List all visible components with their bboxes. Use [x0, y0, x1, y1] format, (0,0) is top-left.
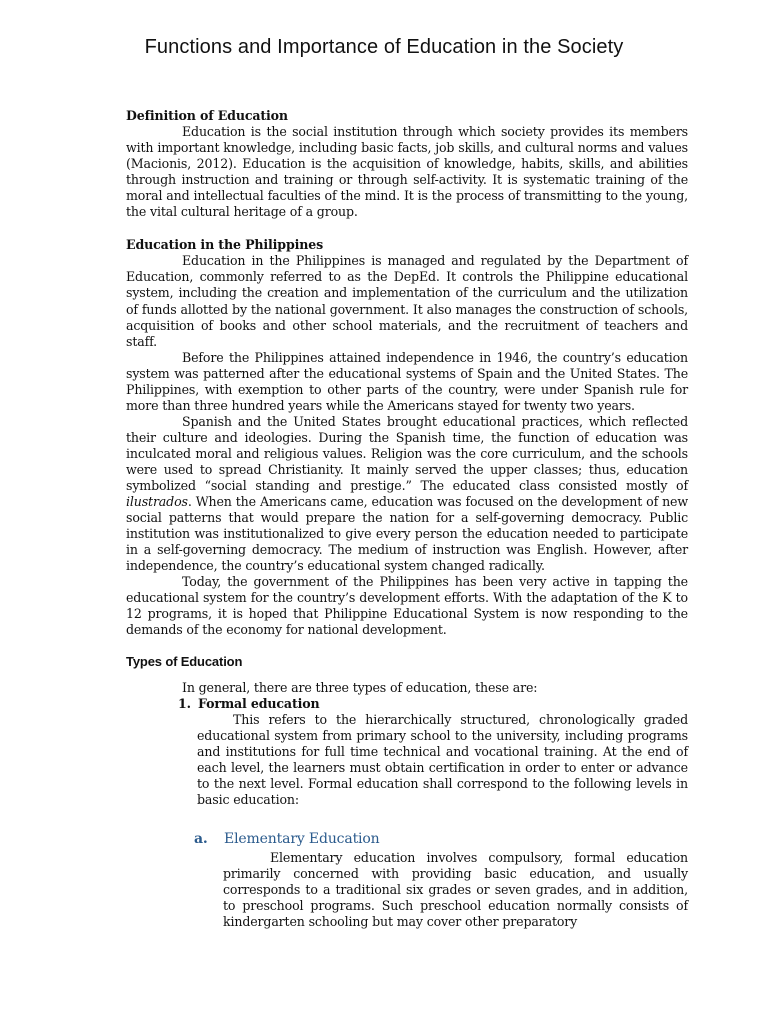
subheading-elementary-education: [194, 830, 688, 848]
list-item-formal-education: [178, 696, 688, 712]
list-number: 1.: [178, 695, 191, 711]
sub-title: Elementary Education: [224, 830, 380, 847]
philippines-paragraph-2: Before the Philippines attained independence in 1946, the country’s education system was patterned after the educational systems of Spain and the United States. The Philippines, with exemption to other parts of the country, were under Spanish rule for more than three hundred years while the Americans stayed for twenty two years.: [126, 349, 688, 413]
p3-text-after: . When the Americans came, education was focused on the development of new social patterns that would prepare the nation for a self-governing democracy. Public institution was institutionalized to give every person the education needed to participate in a self-governing democracy. The medium of instruction was English. However, after independence, the country’s educational system changed radically.: [126, 494, 688, 574]
section-heading-definition: Definition of Education: [126, 108, 288, 123]
formal-education-paragraph: This refers to the hierarchically structured, chronologically graded educational system from primary school to the university, including programs and institutions for full time technical and vocational training. At the end of each level, the learners must obtain certification in order to enter or advance to the next level. Formal education shall correspond to the following levels in basic education:: [197, 711, 688, 807]
p3-text-before: Spanish and the United States brought educational practices, which reflected their culture and ideologies. During the Spanish time, the function of education was inculcated moral and religious values. Religion was the core curriculum, and the schools were used to spread Christianity. It mainly served the upper classes; thus, education symbolized “social standing and prestige.” The educated class consisted mostly of: [126, 413, 688, 494]
philippines-paragraph-3: [126, 414, 688, 574]
elementary-education-paragraph: Elementary education involves compulsory, formal education primarily concerned with providing basic education, and usually corresponds to a traditional six grades or seven grades, and in addition, to preschool programs. Such preschool education normally consists of kindergarten schooling but may cover other preparatory: [223, 849, 688, 930]
p3-italic-term: ilustrados: [126, 494, 188, 510]
section-heading-types: Types of Education: [126, 653, 243, 669]
philippines-paragraph-1: Education in the Philippines is managed and regulated by the Department of Education, commonly referred to as the DepEd. It controls the Philippine educational system, including the creation and implementation of the curriculum and the utilization of funds allotted by the national government. It also manages the construction of schools, acquisition of books and other school materials, and the recruitment of teachers and staff.: [126, 253, 688, 349]
document-body: [126, 108, 688, 930]
philippines-paragraph-4: Today, the government of the Philippines has been very active in tapping the educational system for the country’s development efforts. With the adaptation of the K to 12 programs, it is hoped that Philippine Educational System is now responding to the demands of the economy for national development.: [126, 574, 688, 638]
types-intro: In general, there are three types of education, these are:: [182, 679, 538, 695]
list-item-title: Formal education: [198, 695, 320, 711]
section-heading-philippines: Education in the Philippines: [126, 237, 324, 253]
definition-paragraph: Education is the social institution through which society provides its members with important knowledge, including basic facts, job skills, and cultural norms and values (Macionis, 2012). Education is the acquisition of knowledge, habits, skills, and abilities through instruction and training or through self-activity. It is systematic training of the moral and intellectual faculties of the mind. It is the process of transmitting to the young, the vital cultural heritage of a group.: [126, 124, 688, 220]
document-title: Functions and Importance of Education in the Society: [144, 36, 624, 58]
sub-letter: a.: [194, 830, 208, 847]
